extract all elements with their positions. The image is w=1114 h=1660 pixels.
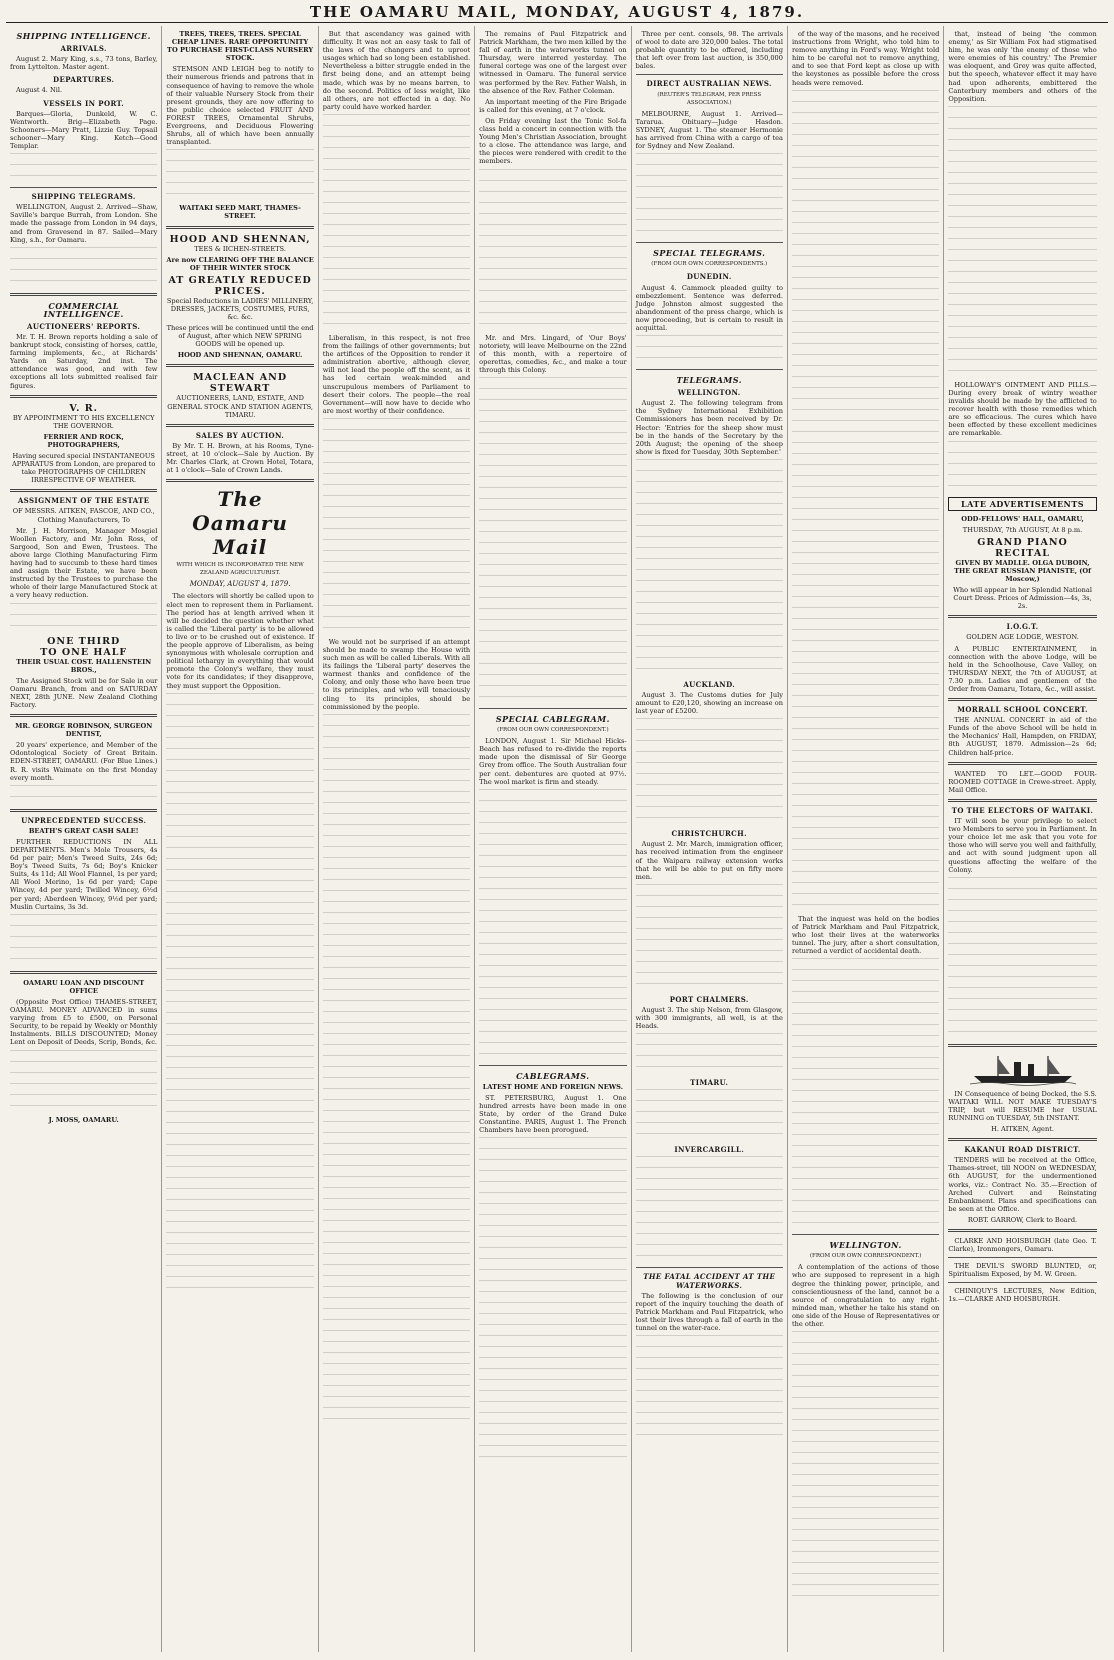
recital-date: THURSDAY, 7th AUGUST, At 8 p.m. xyxy=(962,525,1083,534)
col6-text-2: That the inquest was held on the bodies of Patrick Markham and Paul Fitzpatrick, who lost their lives at the waterworks tunnel. The jury, after a short consultation, returned a verdict of accidental death. xyxy=(791,914,940,956)
wellington-text: August 2. The following telegram from the Sydney International Exhibition Commissioners has been received by Dr. Hector: 'Entries for the sheep show must be in the hands of the Secretary by the 20th August; the opening of the sheep show is fixed for Tuesday, 30th September.' xyxy=(635,399,783,456)
public-entertainment-text: A PUBLIC ENTERTAINMENT, in connection with the above Lodge, will be held in the Schoolhouse, Cave Valley, on THURSDAY NEXT, the 7th of AUGUST, at 7.30 p.m. Ladies and gentlemen of the Order from Oamaru, Totara, &c., will assist. xyxy=(948,644,1097,693)
timaru-heading: TIMARU. xyxy=(690,1078,729,1088)
electors-text: IT will soon be your privilege to select two Members to serve you in Parliament. In your choice let me ask that you vote for those who will serve you well and faithfully, and act with sound judgment upon all questions affecting the welfare of the Colony. xyxy=(948,817,1097,874)
auckland-heading: AUCKLAND. xyxy=(683,679,736,689)
arrivals-heading: ARRIVALS. xyxy=(60,44,107,54)
telegrams-heading: TELEGRAMS. xyxy=(676,375,743,386)
maclean-heading: MACLEAN AND STEWART xyxy=(193,372,288,395)
special-cablegram-sub: (FROM OUR OWN CORRESPONDENT.) xyxy=(497,727,609,734)
unprecedented-heading: UNPRECEDENTED SUCCESS. xyxy=(21,815,147,825)
port-chalmers-text: August 3. The ship Nelson, from Glasgow, with 300 immigrants, all well, is at the Heads. xyxy=(635,1005,783,1031)
cablegrams-heading: CABLEGRAMS. xyxy=(516,1070,590,1081)
auckland-text: August 3. The Customs duties for July amount to £20,120, showing an increase on last year of £5200. xyxy=(635,691,783,716)
ferrier-text: Having secured special INSTANTANEOUS APPARATUS from London, are prepared to take PHOTOGRAPHS OF CHILDREN IRRESPECTIVE OF WEATHER. xyxy=(12,452,156,485)
special-cablegram-text: LONDON, August 1. Sir Michael Hicks-Beach has refused to re-divide the reports made upon the dismissal of Sir George Grey from office. The South Australian four per cent. debentures are quoted at 97½. The wool market is firm and steady. xyxy=(479,737,627,786)
newspaper-page xyxy=(6,26,1108,1652)
wellington-letter-text: A contemplation of the actions of those who are supposed to represent in a high degree the thinking power, principle, and conscientiousness of the land, cannot be a source of congratulation to any right-minded man, whether he take his stand on one side of the House of Representatives or the other. xyxy=(791,1263,940,1328)
garrow-signature: ROBT. GARROW, Clerk to Board. xyxy=(967,1215,1078,1224)
issue-date: MONDAY, AUGUST 4, 1879. xyxy=(189,580,291,589)
steamship-icon xyxy=(968,1052,1078,1086)
fatal-accident-heading: THE FATAL ACCIDENT AT THE WATERWORKS. xyxy=(643,1272,776,1290)
kakanui-text: TENDERS will be received at the Office, Thames-street, till NOON on WEDNESDAY, 6th AUGUST, for the undermentioned works, viz.: Contract No. 35.—Erection of Arched Culvert and Reinstating Embankment. Plans and specifications can be seen at the Office. xyxy=(948,1156,1097,1213)
kakanui-heading: KAKANUI ROAD DISTRICT. xyxy=(964,1145,1081,1155)
assignment-sub: OF MESSRS. AITKEN, FASCOE, AND CO., Clothing Manufacturers, To xyxy=(12,507,155,524)
beath-text: FURTHER REDUCTIONS IN ALL DEPARTMENTS. Men's Mole Trousers, 4s 6d per pair; Men's Tweed Suits, 24s 6d; Boy's Tweed Suits, 7s 6d; Boy's Knicker Suits, 4s 11d; All Wool Flannel, 1s per yard; All Wool Merino, 1s 6d per yard; Cape Wincey, 4d per yard; Twilled Wincey, 6½d per yard; Aberdeen Wincey, 9½d per yard; Muslin Curtains, 3s 3d. xyxy=(10,837,158,911)
assignment-text: Mr. J. H. Morrison, Manager Mosgiel Woollen Factory, and Mr. John Ross, of Sargood, Son and Ewen, Trustees. The above large Clothing Manufacturing Firm having had to succumb to these hard times and assign their Estate, we have been instructed by the Trustees to purchase the whole of their large Manufactured Stock at a very heavy reduction. xyxy=(10,526,158,600)
robinson-text: 20 years' experience, and Member of the Odontological Society of Great Britain. EDEN-STREET, OAMARU. (For Blue Lines.) R. R. visits Waimate on the first Monday every month. xyxy=(10,741,158,782)
col3-text-2: Liberalism, in this respect, is not free from the failings of other governments; but the artifices of the Opposition to render it administration abortive, although clever, will not lead the people off the scent, as it has led certain weak-minded and unscrupulous members of Parliament to desert their colors. The people—the real Government—will now have to decide who are most worthy of their confidence. xyxy=(322,333,471,415)
direct-news-sub: (REUTER'S TELEGRAM, PER PRESS ASSOCIATION.) xyxy=(657,91,762,106)
arrivals-text: August 2. Mary King, s.s., 73 tons, Barley, from Lyttelton. Master agent. xyxy=(10,55,158,72)
newspaper-subtitle: WITH WHICH IS INCORPORATED THE NEW ZEALAND AGRICULTURIST. xyxy=(176,562,304,577)
shipping-heading: SHIPPING INTELLIGENCE. xyxy=(16,31,151,41)
column-5 xyxy=(632,26,788,1652)
moss-signature: J. MOSS, OAMARU. xyxy=(48,1115,119,1124)
col3-text-1: But that ascendancy was gained with difficulty. It was not an easy task to fall of the laws of the changers and to uproot usages which had so long been established. Nevertheless a bitter struggle ended in the first being done, and an attempt being made, which was by no means barren, to do the second. Politics of less weight, like all others, are not effected in a day. No party could have worked harder. xyxy=(322,30,471,111)
aitken-signature: H. AITKEN, Agent. xyxy=(991,1125,1054,1134)
column-3 xyxy=(319,26,475,1652)
cablegrams-sub: LATEST HOME AND FOREIGN NEWS. xyxy=(482,1082,624,1091)
christchurch-text: August 2. Mr. March, immigration officer, has received intimation from the engineer of the Waipara railway extension works that he will be able to put on fifty more men. xyxy=(635,840,783,881)
hallenstein-text: The Assigned Stock will be for Sale in our Oamaru Branch, from and on SATURDAY NEXT, 28th JUNE. New Zealand Clothing Factory. xyxy=(10,676,158,709)
assignment-heading: ASSIGNMENT OF THE ESTATE xyxy=(17,496,150,506)
fire-brigade-text: An important meeting of the Fire Brigade is called for this evening, at 7 o'clock. xyxy=(479,97,627,114)
special-cablegram-heading: SPECIAL CABLEGRAM. xyxy=(495,713,610,724)
auctioneers-heading: AUCTIONEERS' REPORTS. xyxy=(27,321,141,331)
holloway-text: HOLLOWAY'S OINTMENT AND PILLS.—During every break of wintry weather invalids should be made by the afflicted to recover health with those remedies which are so efficacious. The cures which have been effected by these excellent medicines are remarkable. xyxy=(948,380,1097,438)
departures-heading: DEPARTURES. xyxy=(52,75,115,85)
direct-news-text: MELBOURNE, August 1. Arrived—Tararua. Obituary—Judge Hasdon. SYDNEY, August 1. The steamer Hermonie has arrived from China with a cargo of tea for Sydney and New Zealand. xyxy=(635,109,783,151)
auction-text: Mr. T. H. Brown reports holding a sale of bankrupt stock, consisting of horses, cattle, farming implements, &c., at Richards' Yards on Saturday, 2nd inst. The attendance was good, and with few exceptions all lots submitted realised fair figures. xyxy=(10,332,158,390)
sales-text: By Mr. T. H. Brown, at his Rooms, Tyne-street, at 10 o'clock—Sale by Auction. By Mr. Charles Clark, at Crown Hotel, Totara, at 1 o'clock—Sale of Crown Lands. xyxy=(166,441,314,475)
vessels-text: Barques—Gloria, Dunkeld, W. C. Wentworth. Brig—Elizabeth Page. Schooners—Mary Pratt, Lizzie Guy. Topsail schooner—Mary King. Ketch—Good Templar. xyxy=(10,109,158,151)
one-half: TO ONE HALF xyxy=(40,646,128,658)
departures-text: August 4. Nil. xyxy=(16,86,63,95)
clarke-text: CLARKE AND HOISBURGH (late Geo. T. Clarke), Ironmongers, Oamaru. xyxy=(948,1237,1097,1254)
sales-heading: SALES BY AUCTION. xyxy=(195,430,285,440)
ferrier-heading: FERRIER AND ROCK, PHOTOGRAPHERS, xyxy=(43,432,124,449)
wanted-text: WANTED TO LET.—GOOD FOUR-ROOMED COTTAGE in Crewe-street. Apply, Mail Office. xyxy=(948,769,1097,794)
column-2 xyxy=(162,26,318,1652)
madlle-heading: GIVEN BY MADLLE. OLGA DUBOIN, THE GREAT RUSSIAN PIANISTE, (Of Moscow,) xyxy=(954,558,1092,583)
oddfellows-heading: ODD-FELLOWS' HALL, OAMARU, xyxy=(961,514,1084,523)
one-third: ONE THIRD xyxy=(47,635,121,647)
iogt-heading: I.O.G.T. xyxy=(1006,622,1039,632)
waitaki-seed-mart: WAITAKI SEED MART, THAMES-STREET. xyxy=(179,204,301,221)
morrall-text: THE ANNUAL CONCERT in aid of the Funds of the above School will be held in the Mechanics' Hall, Hampden, on FRIDAY, 8th AUGUST, 1879. Admission—2s 6d; Children half-price. xyxy=(948,716,1097,757)
loan-text: (Opposite Post Office) THAMES-STREET, OAMARU. MONEY ADVANCED in sums varying from £5 to £500, on Personal Security, to be repaid by Weekly or Monthly Instalments. BILLS DISCOUNTED; Money Lent on Deposit of Deeds, Scrip, Bonds, &c. xyxy=(10,997,158,1047)
clearing-text: Are now CLEARING OFF THE BALANCE OF THEIR WINTER STOCK xyxy=(166,255,314,272)
electors-heading: TO THE ELECTORS OF WAITAKI. xyxy=(951,805,1094,815)
hood-heading: HOOD AND SHENNAN, xyxy=(169,233,311,245)
docking-text: IN Consequence of being Docked, the S.S. WAITAKI WILL NOT MAKE TUESDAY'S TRIP, but will RESUME her USUAL RUNNING on TUESDAY, 5th INSTANT. xyxy=(948,1089,1097,1122)
dunedin-heading: DUNEDIN. xyxy=(686,272,732,282)
masthead: THE OAMARU MAIL, MONDAY, AUGUST 4, 1879. xyxy=(6,2,1108,23)
funeral-text: The remains of Paul Fitzpatrick and Patrick Markham, the two men killed by the fall of earth in the waterworks tunnel on Thursday, were interred yesterday. The funeral cortege was one of the largest ever witnessed in Oamaru. The funeral service was performed by the Rev. Father Walsh, in the absence of the Rev. Father Coleman. xyxy=(479,30,627,95)
madlle-text: Who will appear in her Splendid National Court Dress. Prices of Admission—4s, 3s, 2s. xyxy=(953,586,1092,611)
hood-sub: TEES & IICHEN-STREETS. xyxy=(194,244,286,253)
special-telegrams-sub: (FROM OUR OWN CORRESPONDENTS.) xyxy=(651,261,768,268)
column-4 xyxy=(475,26,631,1652)
christchurch-heading: CHRISTCHURCH. xyxy=(671,829,747,839)
maclean-text: AUCTIONEERS, LAND, ESTATE, AND GENERAL STOCK AND STATION AGENTS, TIMARU. xyxy=(167,394,313,419)
devil-text: THE DEVIL'S SWORD BLUNTED, or, Spiritualism Exposed, by M. W. Green. xyxy=(948,1262,1097,1279)
vr-heading: V. R. xyxy=(69,402,98,414)
col6-text-1: of the way of the masons, and he received instructions from Wright, who told him to remove anything in Ford's way. Wright told him to be careful not to remove anything, and to see that Ford kept as close up with the keystones as possible before the cross heads were removed. xyxy=(791,30,940,87)
special-telegrams-heading: SPECIAL TELEGRAMS. xyxy=(653,248,766,259)
leader-text: The electors will shortly be called upon to elect men to represent them in Parliament. The period has at length arrived when it will be decided the question whether what is called the 'Liberal party' is to be allowed to live or to be crushed out of existence. If the people approve of Liberalism, as being synonymous with wholesale corruption and political lethargy in everything that would promote the Colony's welfare, they must vote for its candidates; if they disapprove, they must support the Opposition. xyxy=(166,592,314,690)
telegrams-heading: SHIPPING TELEGRAMS. xyxy=(31,192,136,202)
commercial-heading: COMMERCIAL INTELLIGENCE. xyxy=(43,300,124,319)
hallenstein-heading: THEIR USUAL COST. HALLENSTEIN BROS., xyxy=(16,657,152,674)
col7-text-1: that, instead of being 'the common enemy,' as Sir William Fox had stigmatised him, he was only 'the enemy of those who were enemies of his country.' The Premier was eloquent, and Grey was quite affected, but the speech, whatever effect it may have had upon adherents, embittered the Canterbury members and others of the Opposition. xyxy=(948,30,1097,103)
special-reductions: Special Reductions in LADIES' MILLINERY, DRESSES, JACKETS, COSTUMES, FURS, &c. &c. xyxy=(166,296,314,321)
fatal-accident-text: The following is the conclusion of our report of the inquiry touching the death of Patrick Markham and Paul Fitzpatrick, who lost their lives through a fall of earth in the tunnel on the water-race. xyxy=(635,1291,783,1332)
reduced-prices: AT GREATLY REDUCED PRICES. xyxy=(168,274,312,297)
appointment-text: BY APPOINTMENT TO HIS EXCELLENCY THE GOVERNOR. xyxy=(12,413,155,430)
column-7 xyxy=(944,26,1100,1652)
column-1 xyxy=(6,26,162,1652)
consols-text: Three per cent. consols, 98. The arrivals of wool to date are 320,000 bales. The total probable quantity to be offered, including that left over from last auction, is 350,000 bales. xyxy=(635,30,783,71)
morrall-heading: MORRALL SCHOOL CONCERT. xyxy=(957,705,1088,715)
invercargill-heading: INVERCARGILL. xyxy=(674,1145,745,1155)
wellington-heading: WELLINGTON. xyxy=(677,388,741,398)
newspaper-title: The Oamaru Mail xyxy=(192,487,288,560)
concert-text: On Friday evening last the Tonic Sol-fa class held a concert in connection with the Young Men's Christian Association, brought to a close. The attendance was large, and the pieces were rendered with credit to the members. xyxy=(479,116,627,166)
piano-recital-heading: GRAND PIANO RECITAL xyxy=(977,536,1068,559)
dunedin-text: August 4. Cammock pleaded guilty to embezzlement. Sentence was deferred. Judge Johnston almost suggested the abandonment of the press charge, which is now proceeding, but is certain to result in acquittal. xyxy=(635,283,783,332)
hood-signature: HOOD AND SHENNAN, OAMARU. xyxy=(177,351,303,360)
vessels-heading: VESSELS IN PORT. xyxy=(43,98,125,108)
trees-heading: TREES, TREES, TREES. SPECIAL CHEAP LINES. RARE OPPORTUNITY TO PURCHASE FIRST-CLASS NURSERY STOCK. xyxy=(167,30,314,63)
cablegrams-text: ST. PETERSBURG, August 1. One hundred arrests have been made in one State, by order of the Grand Duke Constantine. PARIS, August 1. The French Chambers have been prorogued. xyxy=(479,1093,627,1135)
wellington-letter-heading: WELLINGTON. xyxy=(829,1240,902,1251)
col3-text-3: We would not be surprised if an attempt should be made to swamp the House with such men as will be called Liberals. With all its failings the 'Liberal party' deserves the warmest thanks and confidence of the Colony, and only those who have been true to its principles, and who will tenaciously cling to its principles, should be commissioned by the people. xyxy=(322,637,471,711)
robinson-heading: MR. GEORGE ROBINSON, SURGEON DENTIST, xyxy=(15,722,153,739)
beath-heading: BEATH'S GREAT CASH SALE! xyxy=(28,826,139,835)
stemson-text: STEMSON AND LEIGH beg to notify to their numerous friends and patrons that in consequence of having to remove the whole of their valuable Nursery Stock from their present grounds, they are now offering to the public choice selected FRUIT AND FOREST TREES, Ornamental Shrubs, Evergreens, and Deciduous Flowering Shrubs, all of which have been annually transplanted. xyxy=(166,65,314,147)
these-prices: These prices will be continued until the end of August, after which NEW SPRING GOODS will be opened up. xyxy=(166,324,314,349)
column-6 xyxy=(788,26,944,1652)
loan-heading: OAMARU LOAN AND DISCOUNT OFFICE xyxy=(23,978,145,995)
golden-age-heading: GOLDEN AGE LODGE, WESTON. xyxy=(966,633,1079,642)
telegrams-text: WELLINGTON, August 2. Arrived—Shaw, Saville's barque Burrah, from London. She made the passage from London in 94 days, and from Gravesend in 87. Sailed—Mary King, s.h., for Oamaru. xyxy=(10,203,158,244)
port-chalmers-heading: PORT CHALMERS. xyxy=(669,994,749,1004)
lingard-text: Mr. and Mrs. Lingard, of 'Our Boys' notoriety, will leave Melbourne on the 22nd of this month, with a repertoire of operettas, comedies, &c., and make a tour through this Colony. xyxy=(479,333,627,374)
wellington-letter-sub: (FROM OUR OWN CORRESPONDENT.) xyxy=(809,1253,922,1260)
chiniquy-text: CHINIQUY'S LECTURES, New Edition, 1s.—CLARKE AND HOISBURGH. xyxy=(948,1287,1097,1304)
late-ads-banner: LATE ADVERTISEMENTS xyxy=(948,497,1096,511)
direct-news-heading: DIRECT AUSTRALIAN NEWS. xyxy=(646,79,772,89)
